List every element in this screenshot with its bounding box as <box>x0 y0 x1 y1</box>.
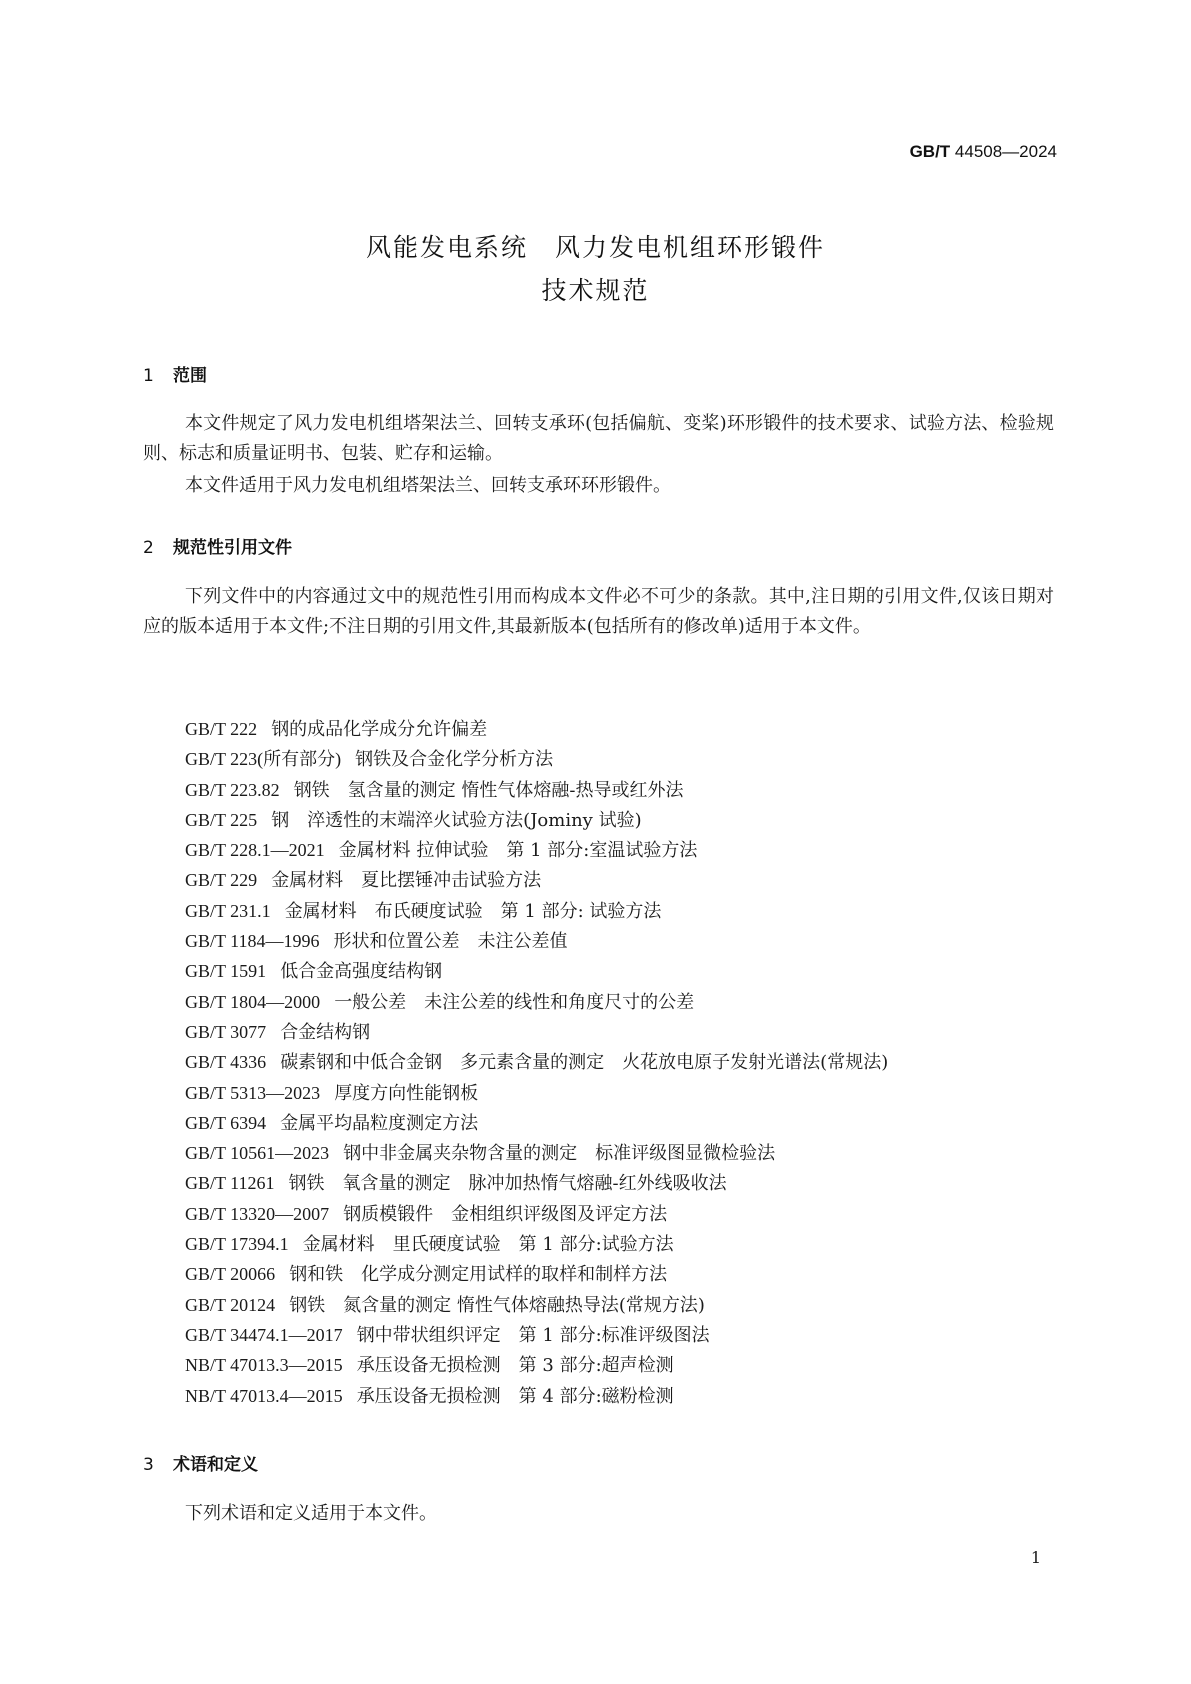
reference-item <box>185 775 888 805</box>
reference-code: GB/T 223(所有部分) <box>185 749 342 770</box>
reference-item <box>185 1259 888 1289</box>
reference-code: GB/T 1184—1996 <box>185 931 320 952</box>
reference-item <box>185 1199 888 1229</box>
reference-item <box>185 896 888 926</box>
reference-code: GB/T 4336 <box>185 1052 267 1073</box>
reference-code: GB/T 6394 <box>185 1112 267 1133</box>
reference-code: GB/T 17394.1 <box>185 1234 289 1255</box>
reference-code: GB/T 229 <box>185 870 258 891</box>
section-3-title: 术语和定义 <box>173 1455 258 1475</box>
reference-title: 钢和铁 化学成分测定用试样的取样和制样方法 <box>289 1264 668 1286</box>
section-1-title: 范围 <box>173 366 207 386</box>
reference-item <box>185 1350 888 1380</box>
reference-title: 低合金高强度结构钢 <box>280 961 443 983</box>
reference-item <box>185 956 888 986</box>
reference-title: 金属材料 夏比摆锤冲击试验方法 <box>271 870 542 892</box>
reference-item <box>185 835 888 865</box>
section-3-number: 3 <box>143 1455 154 1475</box>
reference-title: 承压设备无损检测 第 3 部分:超声检测 <box>356 1355 674 1377</box>
reference-title: 钢铁 氮含量的测定 惰性气体熔融热导法(常规方法) <box>289 1294 705 1316</box>
reference-code: GB/T 13320—2007 <box>185 1203 330 1224</box>
reference-title: 钢铁及合金化学分析方法 <box>355 749 554 771</box>
reference-item <box>185 1138 888 1168</box>
reference-title: 钢中非金属夹杂物含量的测定 标准评级图显微检验法 <box>343 1143 776 1165</box>
reference-title: 金属平均晶粒度测定方法 <box>280 1112 479 1134</box>
standard-code: 44508—2024 <box>954 142 1057 161</box>
section-1-paragraph-1: 本文件规定了风力发电机组塔架法兰、回转支承环(包括偏航、变桨)环形锻件的技术要求、试验方法、检验规则、标志和质量证明书、包装、贮存和运输。 <box>143 413 1054 464</box>
reference-title: 金属材料 布氏硬度试验 第 1 部分: 试验方法 <box>284 900 662 922</box>
reference-title: 形状和位置公差 未注公差值 <box>333 931 568 953</box>
reference-item <box>185 865 888 895</box>
reference-item <box>185 1017 888 1047</box>
reference-title: 钢铁 氧含量的测定 脉冲加热惰气熔融-红外线吸收法 <box>288 1173 727 1195</box>
section-1-heading <box>143 361 207 386</box>
reference-title: 合金结构钢 <box>280 1021 371 1043</box>
reference-title: 碳素钢和中低合金钢 多元素含量的测定 火花放电原子发射光谱法(常规法) <box>280 1052 889 1074</box>
reference-code: NB/T 47013.4—2015 <box>185 1385 343 1406</box>
reference-title: 钢质模锻件 金相组织评级图及评定方法 <box>343 1203 668 1225</box>
reference-title: 钢中带状组织评定 第 1 部分:标准评级图法 <box>356 1324 710 1346</box>
reference-item <box>185 805 888 835</box>
reference-code: GB/T 20124 <box>185 1294 276 1315</box>
reference-code: GB/T 3077 <box>185 1021 267 1042</box>
section-1-number: 1 <box>143 366 154 386</box>
reference-code: GB/T 228.1—2021 <box>185 840 325 861</box>
reference-title: 金属材料 里氏硬度试验 第 1 部分:试验方法 <box>302 1234 674 1256</box>
reference-code: GB/T 34474.1—2017 <box>185 1324 343 1345</box>
reference-title: 钢的成品化学成分允许偏差 <box>271 719 488 740</box>
section-2-heading <box>143 533 292 558</box>
page-number: 1 <box>1030 1548 1041 1567</box>
standard-prefix: GB/T <box>909 142 951 161</box>
reference-item <box>185 987 888 1017</box>
reference-item <box>185 1078 888 1108</box>
reference-code: GB/T 11261 <box>185 1173 275 1194</box>
reference-item <box>185 1047 888 1077</box>
reference-title: 金属材料 拉伸试验 第 1 部分:室温试验方法 <box>338 840 698 862</box>
reference-item <box>185 1168 888 1198</box>
reference-title: 承压设备无损检测 第 4 部分:磁粉检测 <box>356 1385 674 1407</box>
reference-code: GB/T 10561—2023 <box>185 1143 330 1164</box>
section-2-number: 2 <box>143 538 154 558</box>
document-title-line2: 技术规范 <box>541 276 650 305</box>
section-2-intro: 下列文件中的内容通过文中的规范性引用而构成本文件必不可少的条款。其中,注日期的引用文件,仅该日期对应的版本适用于本文件;不注日期的引用文件,其最新版本(包括所有的修改单)适用于本文件。 <box>143 586 1054 637</box>
reference-item <box>185 714 888 744</box>
reference-item <box>185 1229 888 1259</box>
section-1-paragraph-2: 本文件适用于风力发电机组塔架法兰、回转支承环环形锻件。 <box>185 475 671 496</box>
normative-references-list <box>185 714 888 1411</box>
reference-item <box>185 926 888 956</box>
standard-number <box>910 142 1057 162</box>
section-3-heading <box>143 1450 258 1475</box>
reference-item <box>185 1108 888 1138</box>
reference-title: 一般公差 未注公差的线性和角度尺寸的公差 <box>334 991 695 1013</box>
reference-code: GB/T 222 <box>185 719 258 739</box>
reference-title: 钢 淬透性的末端淬火试验方法(Jominy 试验) <box>271 809 642 831</box>
reference-code: GB/T 20066 <box>185 1264 276 1285</box>
reference-code: GB/T 1804—2000 <box>185 991 321 1012</box>
section-2-title: 规范性引用文件 <box>173 538 292 558</box>
reference-code: GB/T 5313—2023 <box>185 1082 321 1103</box>
document-title-line1: 风能发电系统 风力发电机组环形锻件 <box>365 233 825 262</box>
reference-item <box>185 1290 888 1320</box>
reference-code: GB/T 225 <box>185 809 258 830</box>
reference-code: NB/T 47013.3—2015 <box>185 1355 343 1376</box>
reference-item <box>185 1320 888 1350</box>
reference-title: 厚度方向性能钢板 <box>334 1082 479 1104</box>
reference-item <box>185 1381 888 1411</box>
reference-code: GB/T 1591 <box>185 961 267 982</box>
section-3-paragraph-1: 下列术语和定义适用于本文件。 <box>185 1503 437 1524</box>
reference-item <box>185 744 888 774</box>
reference-code: GB/T 223.82 <box>185 779 280 800</box>
reference-code: GB/T 231.1 <box>185 900 271 921</box>
reference-title: 钢铁 氢含量的测定 惰性气体熔融-热导或红外法 <box>293 779 684 801</box>
